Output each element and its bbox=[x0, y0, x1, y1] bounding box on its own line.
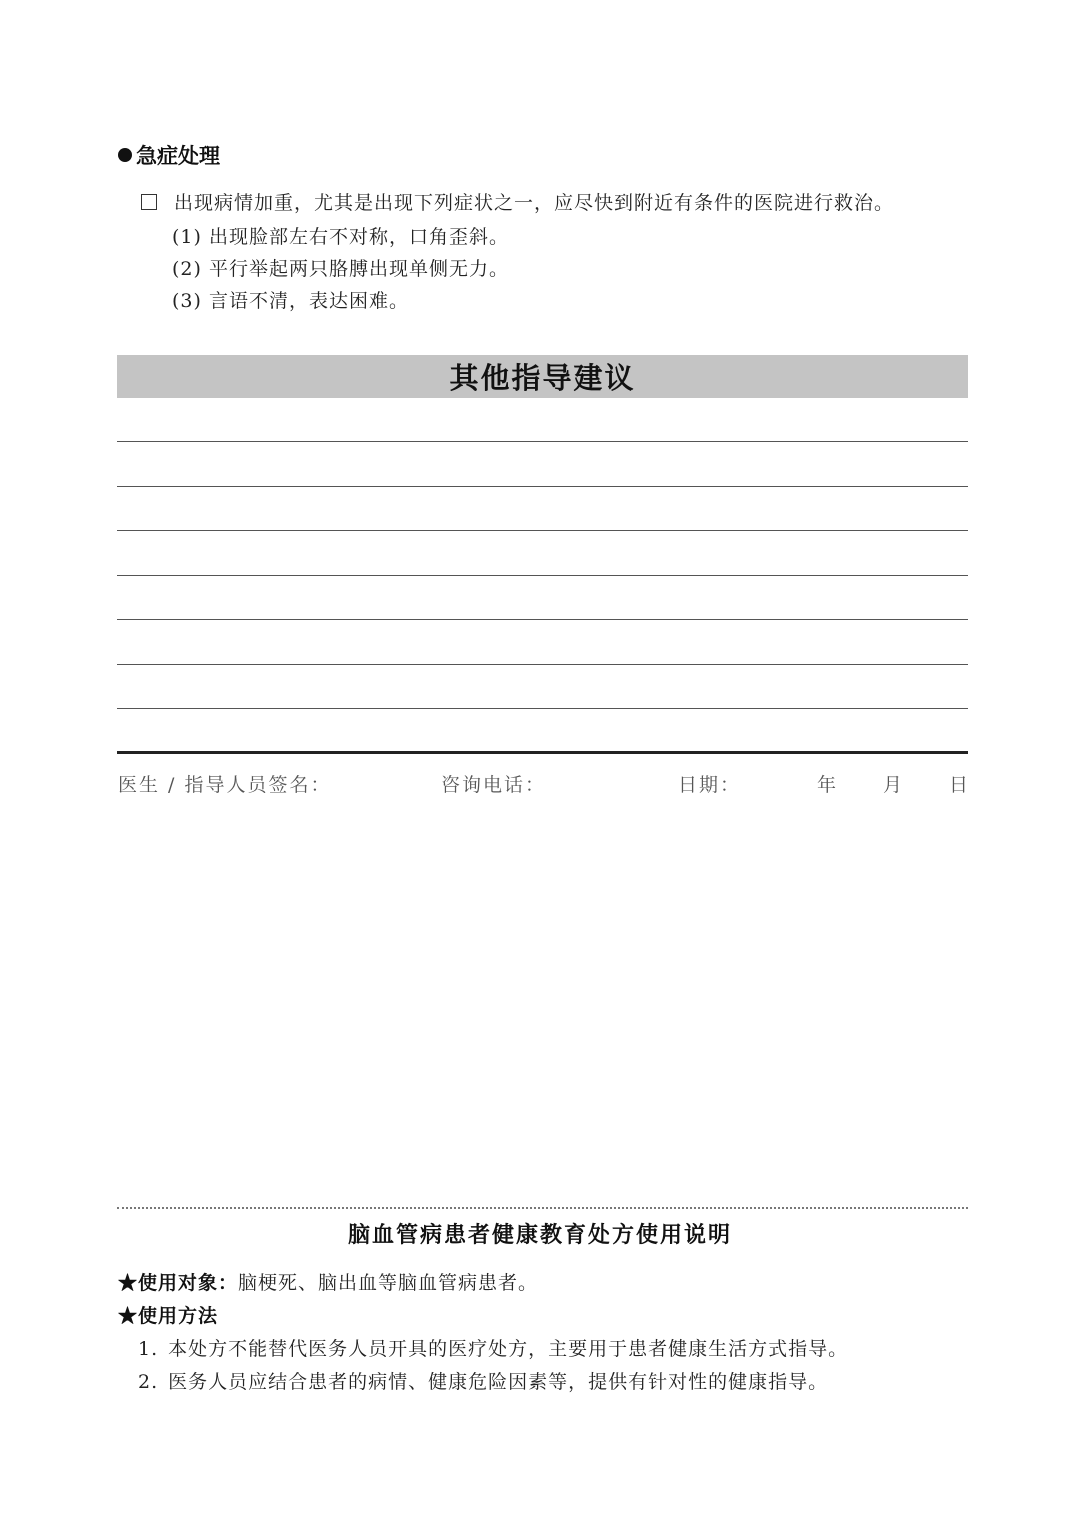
usage-method-item bbox=[138, 1334, 848, 1361]
year-label: 年 bbox=[817, 774, 839, 796]
usage-method bbox=[118, 1301, 218, 1328]
signature-divider bbox=[117, 751, 968, 754]
writing-line[interactable] bbox=[117, 575, 968, 576]
writing-line[interactable] bbox=[117, 619, 968, 620]
writing-line[interactable] bbox=[117, 530, 968, 531]
item-number: 2. bbox=[138, 1371, 159, 1393]
doctor-signature-label: 医生 / 指导人员签名： bbox=[118, 774, 332, 796]
writing-line[interactable] bbox=[117, 486, 968, 487]
item-text: 本处方不能替代医务人员开具的医疗处方，主要用于患者健康生活方式指导。 bbox=[168, 1338, 849, 1360]
usage-title: 脑血管病患者健康教育处方使用说明 bbox=[347, 1222, 732, 1248]
bullet-icon bbox=[118, 148, 132, 162]
emergency-checkbox[interactable] bbox=[141, 194, 157, 210]
emergency-item: (3) 言语不清，表达困难。 bbox=[172, 290, 409, 312]
usage-method-item bbox=[138, 1367, 828, 1394]
usage-method-label: ★使用方法 bbox=[118, 1305, 219, 1327]
usage-target-label: ★使用对象： bbox=[118, 1272, 239, 1294]
day-label: 日 bbox=[949, 774, 971, 796]
emergency-title: 急症处理 bbox=[136, 143, 220, 168]
writing-line[interactable] bbox=[117, 708, 968, 709]
item-number: 1. bbox=[138, 1338, 159, 1360]
emergency-item: (1) 出现脸部左右不对称，口角歪斜。 bbox=[172, 226, 509, 248]
usage-target bbox=[118, 1268, 538, 1295]
month-label: 月 bbox=[883, 774, 905, 796]
cut-line bbox=[117, 1207, 968, 1209]
guidance-title: 其他指导建议 bbox=[449, 361, 636, 395]
usage-target-text: 脑梗死、脑出血等脑血管病患者。 bbox=[238, 1272, 539, 1294]
item-text: 医务人员应结合患者的病情、健康危险因素等，提供有针对性的健康指导。 bbox=[168, 1371, 829, 1393]
date-label: 日期： bbox=[678, 774, 742, 796]
emergency-main-text: 出现病情加重，尤其是出现下列症状之一，应尽快到附近有条件的医院进行救治。 bbox=[174, 192, 895, 214]
emergency-heading bbox=[118, 140, 220, 170]
phone-label: 咨询电话： bbox=[441, 774, 547, 796]
writing-line[interactable] bbox=[117, 664, 968, 665]
guidance-banner bbox=[117, 355, 968, 398]
writing-line[interactable] bbox=[117, 441, 968, 442]
emergency-item: (2) 平行举起两只胳膊出现单侧无力。 bbox=[172, 258, 509, 280]
